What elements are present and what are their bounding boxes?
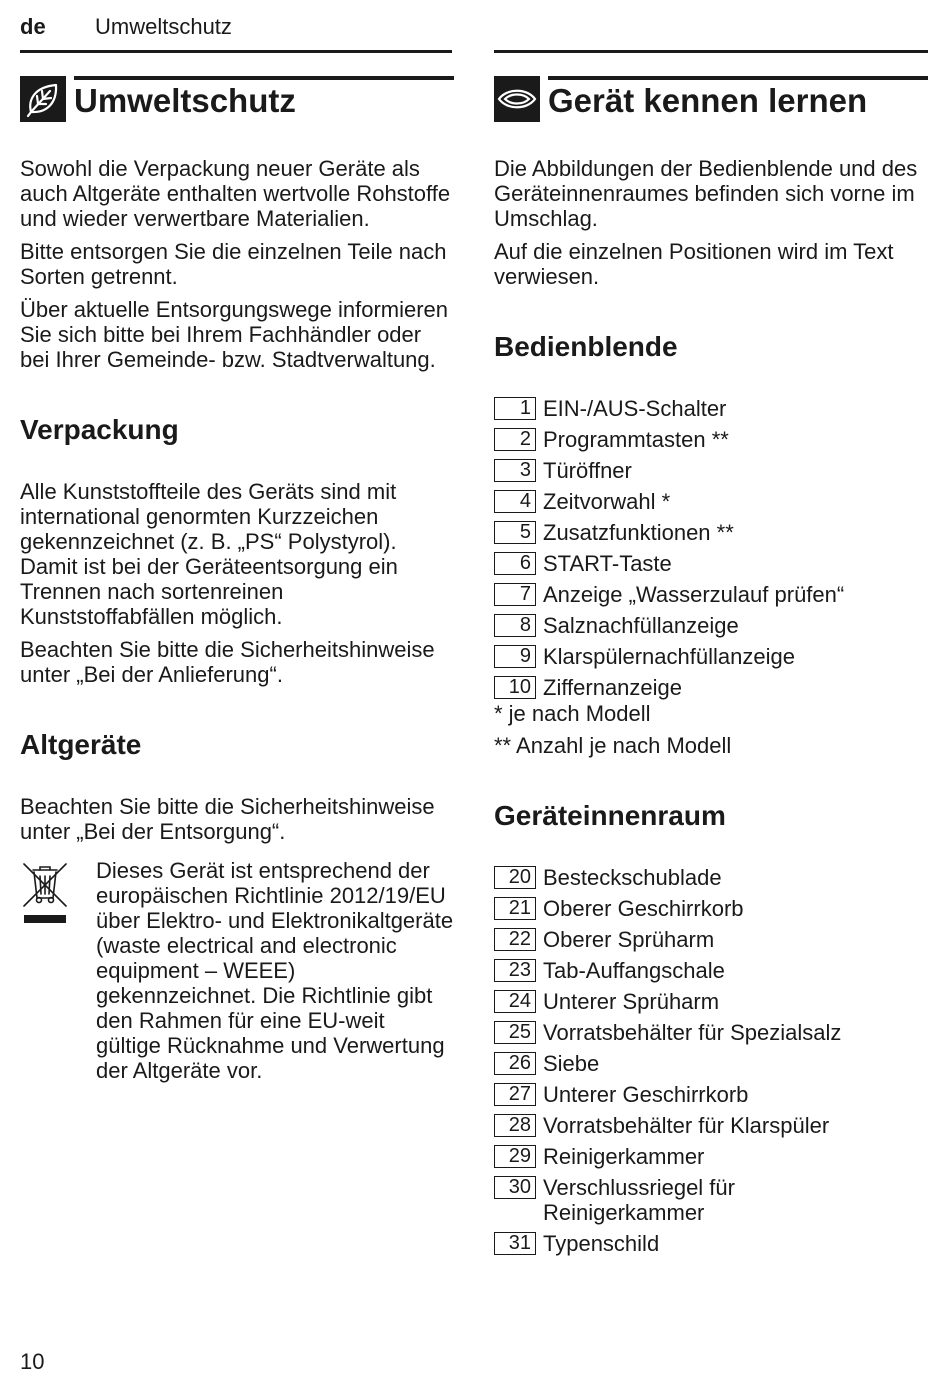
item-label: Vorratsbehälter für Klarspüler [543,1113,830,1138]
section-header-umweltschutz [20,76,454,122]
section-header-geraet [494,76,928,122]
position-number: 31 [494,1232,536,1255]
footnote-count: ** Anzahl je nach Modell [494,733,732,758]
right-column [494,76,928,1262]
heading-bedienblende: Bedienblende [494,331,678,362]
item-label: Reinigerkammer [543,1144,705,1169]
item-label: Vorratsbehälter für Spezialsalz [543,1020,842,1045]
position-number: 8 [494,614,536,637]
position-number: 5 [494,521,536,544]
item-label: Salznachfüllanzeige [543,613,739,638]
list-item [494,582,928,607]
position-number: 20 [494,866,536,889]
weee-notice [20,858,454,1091]
position-number: 23 [494,959,536,982]
header-rule-left [20,50,452,53]
list-item [494,458,928,483]
page-number: 10 [20,1349,45,1374]
item-label: Programmtasten ** [543,427,729,452]
position-number: 25 [494,1021,536,1044]
item-label: Siebe [543,1051,600,1076]
list-item [494,989,928,1014]
list-item [494,1113,928,1138]
item-label: Ziffernanzeige [543,675,683,700]
list-item [494,427,928,452]
control-panel-list [494,396,928,700]
list-item [494,613,928,638]
paragraph: Bitte entsorgen Sie die einzelnen Teile nach Sorten getrennt. [20,239,447,289]
list-item [494,396,928,421]
item-label: Tab-Auffangschale [543,958,725,983]
position-number: 10 [494,676,536,699]
list-item [494,1020,928,1045]
item-label: Besteckschublade [543,865,722,890]
list-item [494,551,928,576]
left-column [20,76,454,1091]
position-number: 30 [494,1176,536,1199]
item-label: Anzeige „Wasserzulauf prüfen“ [543,582,845,607]
list-item [494,644,928,669]
language-code: de [20,14,46,39]
list-item [494,1175,928,1225]
item-label: Unterer Sprüharm [543,989,720,1014]
list-item [494,1144,928,1169]
position-number: 29 [494,1145,536,1168]
running-header: Umweltschutz [95,14,232,39]
list-item [494,865,928,890]
list-item [494,489,928,514]
paragraph: Beachten Sie bitte die Sicherheitshinweise unter „Bei der Entsorgung“. [20,794,435,844]
heading-altgeraete: Altgeräte [20,729,142,760]
paragraph: Über aktuelle Entsorgungswege informieren Sie sich bitte bei Ihrem Fachhändler oder bei Ihrer Gemeinde- bzw. Stadtverwaltung. [20,297,449,372]
item-label: Verschlussriegel für Reinigerkammer [543,1175,735,1225]
item-label: Klarspülernachfüllanzeige [543,644,795,669]
position-number: 24 [494,990,536,1013]
heading-geraeteinnenraum: Geräteinnenraum [494,800,726,831]
list-item [494,1082,928,1107]
item-label: Typenschild [543,1231,660,1256]
list-item [494,1231,928,1256]
position-number: 4 [494,490,536,513]
section-rule [548,76,928,80]
item-label: Oberer Geschirrkorb [543,896,744,921]
crossed-bin-icon [20,858,96,1091]
list-item [494,675,928,700]
interior-list [494,865,928,1256]
item-label: Unterer Geschirrkorb [543,1082,749,1107]
item-label: START-Taste [543,551,672,576]
position-number: 28 [494,1114,536,1137]
footnote-model: * je nach Modell [494,701,651,726]
list-item [494,1051,928,1076]
item-label: Türöffner [543,458,632,483]
item-label: Zeitvorwahl * [543,489,671,514]
list-item [494,958,928,983]
section-title: Umweltschutz [74,82,296,119]
position-number: 6 [494,552,536,575]
position-number: 3 [494,459,536,482]
heading-verpackung: Verpackung [20,414,179,445]
item-label: Oberer Sprüharm [543,927,715,952]
position-number: 2 [494,428,536,451]
section-rule [74,76,454,80]
header-rule-right [494,50,928,53]
leaf-icon [20,76,66,122]
weee-text: Dieses Gerät ist entsprechend der europäischen Richtlinie 2012/19/EU über Elektro- und Elektronikaltgeräte (waste electrical and electronic equipment – WEEE) gekennzeichnet. Die Richtlinie gibt den Rahmen für eine EU-weit gültige Rücknahme und Verwertung der Altgeräte vor. [96,858,454,1083]
position-number: 7 [494,583,536,606]
paragraph: Auf die einzelnen Positionen wird im Text verwiesen. [494,239,894,289]
paragraph: Alle Kunststoffteile des Geräts sind mit international genormten Kurzzeichen gekennzeichnet (z. B. „PS“ Polystyrol). Damit ist bei der Geräteentsorgung ein Trennen nach sortenreinen Kunststoffabfällen möglich. [20,479,398,629]
eye-icon [494,76,540,122]
list-item [494,896,928,921]
position-number: 22 [494,928,536,951]
list-item [494,520,928,545]
list-item [494,927,928,952]
item-label: Zusatzfunktionen ** [543,520,734,545]
position-number: 27 [494,1083,536,1106]
position-number: 9 [494,645,536,668]
item-label: EIN-/AUS-Schalter [543,396,727,421]
position-number: 21 [494,897,536,920]
paragraph: Die Abbildungen der Bedienblende und des Geräteinnenraumes befinden sich vorne im Umschlag. [494,156,918,231]
position-number: 26 [494,1052,536,1075]
paragraph: Beachten Sie bitte die Sicherheitshinweise unter „Bei der Anlieferung“. [20,637,435,687]
paragraph: Sowohl die Verpackung neuer Geräte als auch Altgeräte enthalten wertvolle Rohstoffe und wieder verwertbare Materialien. [20,156,451,231]
position-number: 1 [494,397,536,420]
section-title: Gerät kennen lernen [548,82,868,119]
